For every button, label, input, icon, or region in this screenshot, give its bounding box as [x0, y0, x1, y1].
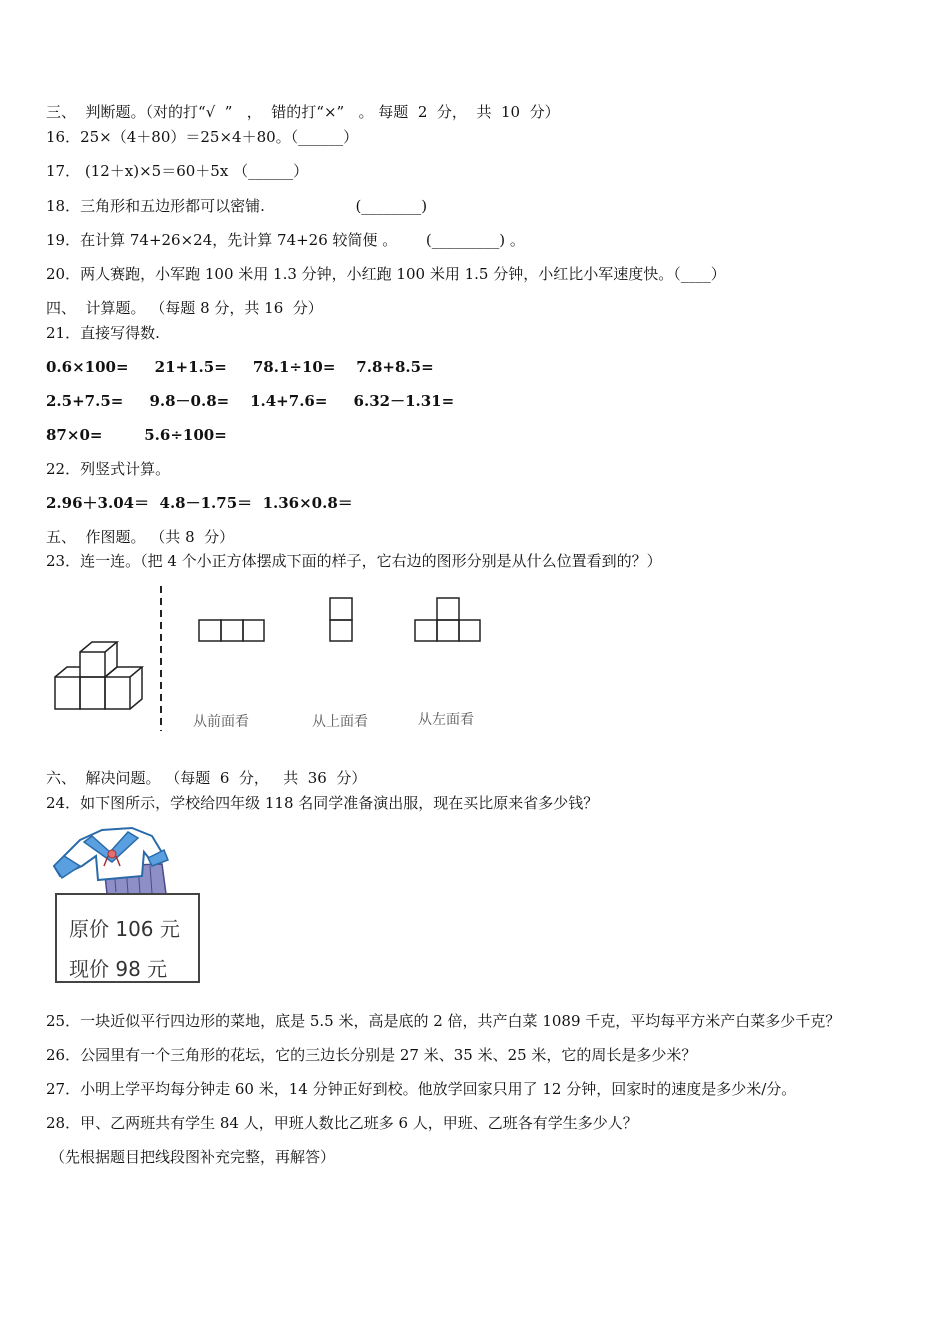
label-front-view: 从前面看	[193, 714, 249, 730]
calc-row-1: 0.6×100= 21+1.5= 78.1÷10= 7.8+8.5=	[46, 358, 434, 376]
question-26: 26．公园里有一个三角形的花坛，它的三边长分别是 27 米、35 米、25 米，它的周长是多少米？	[46, 1046, 697, 1064]
calc-row-3: 87×0= 5.6÷100=	[46, 426, 227, 444]
question-23: 23．连一连。（把 4 个小正方体摆成下面的样子，它右边的图形分别是从什么位置看到的？）	[46, 552, 662, 570]
front-view-figure	[198, 619, 266, 643]
label-top-view: 从上面看	[312, 714, 368, 730]
question-20: 20．两人赛跑，小军跑 100 米用 1.3 分钟，小红跑 100 米用 1.5 分钟，小红比小军速度快。（____）	[46, 265, 726, 283]
calc-row-4: 2.96＋3.04＝ 4.8－1.75＝ 1.36×0.8＝	[46, 494, 353, 512]
label-left-view: 从左面看	[418, 712, 474, 728]
section-4-title: 四、 计算题。 （每题 8 分，共 16 分）	[46, 299, 323, 317]
question-16: 16．25×（4＋80）＝25×4＋80。（______）	[46, 128, 359, 146]
section-6-title: 六、 解决问题。 （每题 6 分， 共 36 分）	[46, 769, 367, 787]
costume-illustration	[52, 826, 167, 896]
question-28-note: （先根据题目把线段图补充完整，再解答）	[50, 1148, 336, 1166]
top-view-figure	[329, 597, 353, 643]
section-5-title: 五、 作图题。 （共 8 分）	[46, 528, 235, 546]
question-19: 19．在计算 74+26×24，先计算 74+26 较简便 。 (_________) 。	[46, 231, 525, 249]
calc-row-2: 2.5+7.5= 9.8－0.8= 1.4+7.6= 6.32－1.31=	[46, 392, 455, 410]
section-3-title: 三、 判断题。（对的打“√ ” ， 错的打“×” 。 每题 2 分， 共 10 分）	[46, 103, 560, 121]
question-22: 22．列竖式计算。	[46, 460, 171, 478]
question-17: 17． (12＋x)×5＝60＋5x （______）	[46, 162, 309, 180]
question-28: 28．甲、乙两班共有学生 84 人，甲班人数比乙班多 6 人，甲班、乙班各有学生多少人？	[46, 1114, 638, 1132]
dashed-divider	[158, 586, 164, 731]
question-24: 24．如下图所示，学校给四年级 118 名同学准备演出服，现在买比原来省多少钱？	[46, 794, 599, 812]
question-18: 18．三角形和五边形都可以密铺. (________)	[46, 197, 428, 215]
question-27: 27．小明上学平均每分钟走 60 米，14 分钟正好到校。他放学回家只用了 12 分钟，回家时的速度是多少米/分。	[46, 1080, 797, 1098]
question-21: 21．直接写得数.	[46, 324, 160, 342]
price-original: 原价 106 元	[69, 917, 180, 941]
price-now: 现价 98 元	[69, 957, 168, 981]
left-view-figure	[414, 597, 482, 643]
cube-stack-figure	[50, 640, 150, 715]
price-box	[55, 893, 200, 983]
question-25: 25．一块近似平行四边形的菜地，底是 5.5 米，高是底的 2 倍，共产白菜 1089 千克，平均每平方米产白菜多少千克？	[46, 1012, 841, 1030]
